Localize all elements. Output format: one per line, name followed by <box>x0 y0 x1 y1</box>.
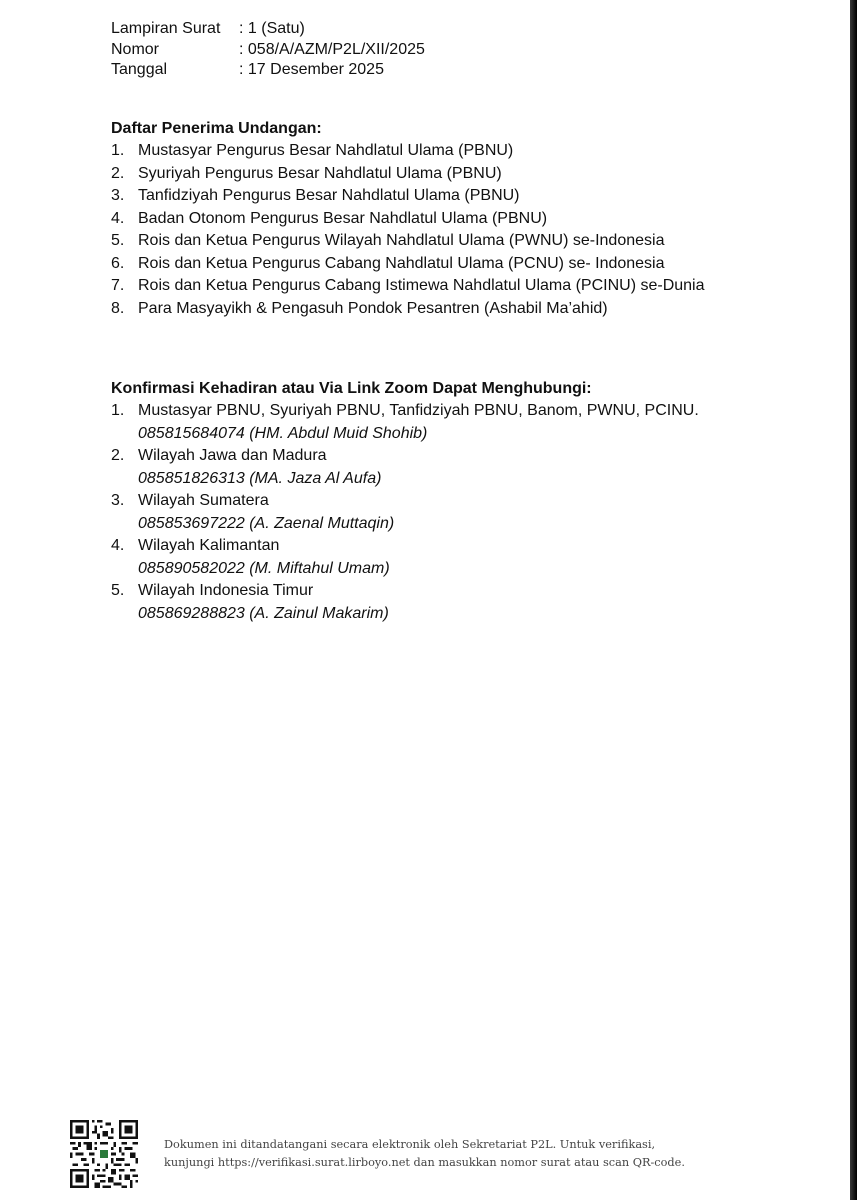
contact-item <box>111 580 699 625</box>
contact-phone: 085869288823 (A. Zainul Makarim) <box>138 604 389 622</box>
recipients-list <box>111 140 705 320</box>
meta-tanggal-label: Tanggal <box>111 61 168 78</box>
qr-code-icon[interactable] <box>70 1120 138 1188</box>
recipient-num: 2. <box>111 164 125 182</box>
recipient-num: 4. <box>111 209 125 227</box>
recipient-num: 5. <box>111 232 125 249</box>
verification-note-line2: kunjungi https://verifikasi.surat.lirboyo.net dan masukkan nomor surat atau scan QR-code. <box>164 1156 685 1169</box>
meta-tanggal-value: : 17 Desember 2025 <box>239 61 384 78</box>
contact-item <box>111 400 699 445</box>
contact-num: 4. <box>111 537 125 554</box>
page-edge-shadow <box>850 0 857 1200</box>
recipient-num: 3. <box>111 187 125 204</box>
contact-phone: 085815684074 (HM. Abdul Muid Shohib) <box>138 424 428 442</box>
contact-num: 2. <box>111 447 125 464</box>
meta-nomor-value: : 058/A/AZM/P2L/XII/2025 <box>239 40 425 58</box>
recipient-item <box>111 163 705 186</box>
meta-row-lampiran <box>111 19 425 40</box>
recipient-text: Rois dan Ketua Pengurus Cabang Nahdlatul Ulama (PCNU) se- Indonesia <box>138 254 665 272</box>
letter-meta <box>111 19 425 81</box>
contact-num: 1. <box>111 402 125 419</box>
recipient-text: Syuriyah Pengurus Besar Nahdlatul Ulama (PBNU) <box>138 164 502 182</box>
contact-phone: 085851826313 (MA. Jaza Al Aufa) <box>138 469 382 487</box>
verification-note-line1: Dokumen ini ditandatangani secara elektronik oleh Sekretariat P2L. Untuk verifikasi, <box>164 1138 656 1151</box>
meta-nomor-label: Nomor <box>111 40 160 58</box>
recipient-item <box>111 275 705 298</box>
recipient-num: 1. <box>111 142 125 159</box>
recipient-text: Badan Otonom Pengurus Besar Nahdlatul Ulama (PBNU) <box>138 209 548 227</box>
meta-row-tanggal <box>111 60 425 81</box>
contact-num: 5. <box>111 582 125 599</box>
contact-item <box>111 535 699 580</box>
contact-text: Wilayah Indonesia Timur <box>138 582 314 599</box>
recipient-text: Tanfidziyah Pengurus Besar Nahdlatul Ulama (PBNU) <box>138 187 520 204</box>
contacts-list <box>111 400 699 625</box>
recipient-num: 6. <box>111 254 125 272</box>
contact-text: Wilayah Sumatera <box>138 492 269 509</box>
contact-text: Wilayah Kalimantan <box>138 537 280 554</box>
recipient-item <box>111 208 705 231</box>
contact-num: 3. <box>111 492 125 509</box>
contact-text: Wilayah Jawa dan Madura <box>138 447 327 464</box>
recipients-title: Daftar Penerima Undangan: <box>111 120 322 137</box>
verification-note <box>164 1136 685 1172</box>
recipient-item <box>111 140 705 163</box>
recipient-num: 7. <box>111 277 125 294</box>
verification-footer <box>70 1120 685 1188</box>
contact-text: Mustasyar PBNU, Syuriyah PBNU, Tanfidziyah PBNU, Banom, PWNU, PCINU. <box>138 402 699 419</box>
recipient-text: Rois dan Ketua Pengurus Cabang Istimewa Nahdlatul Ulama (PCINU) se-Dunia <box>138 277 705 294</box>
recipient-item <box>111 185 705 208</box>
recipient-text: Para Masyayikh & Pengasuh Pondok Pesantren (Ashabil Ma’ahid) <box>138 299 608 317</box>
recipient-num: 8. <box>111 299 125 317</box>
contact-phone: 085890582022 (M. Miftahul Umam) <box>138 559 390 577</box>
recipient-item <box>111 253 705 276</box>
meta-lampiran-value: : 1 (Satu) <box>239 20 305 37</box>
contacts-title: Konfirmasi Kehadiran atau Via Link Zoom Dapat Menghubungi: <box>111 380 592 397</box>
contact-item <box>111 445 699 490</box>
recipient-item <box>111 230 705 253</box>
recipient-item <box>111 298 705 321</box>
recipient-text: Mustasyar Pengurus Besar Nahdlatul Ulama (PBNU) <box>138 142 514 159</box>
contact-item <box>111 490 699 535</box>
recipient-text: Rois dan Ketua Pengurus Wilayah Nahdlatul Ulama (PWNU) se-Indonesia <box>138 232 665 249</box>
meta-row-nomor <box>111 40 425 61</box>
contact-phone: 085853697222 (A. Zaenal Muttaqin) <box>138 514 395 532</box>
meta-lampiran-label: Lampiran Surat <box>111 20 221 37</box>
